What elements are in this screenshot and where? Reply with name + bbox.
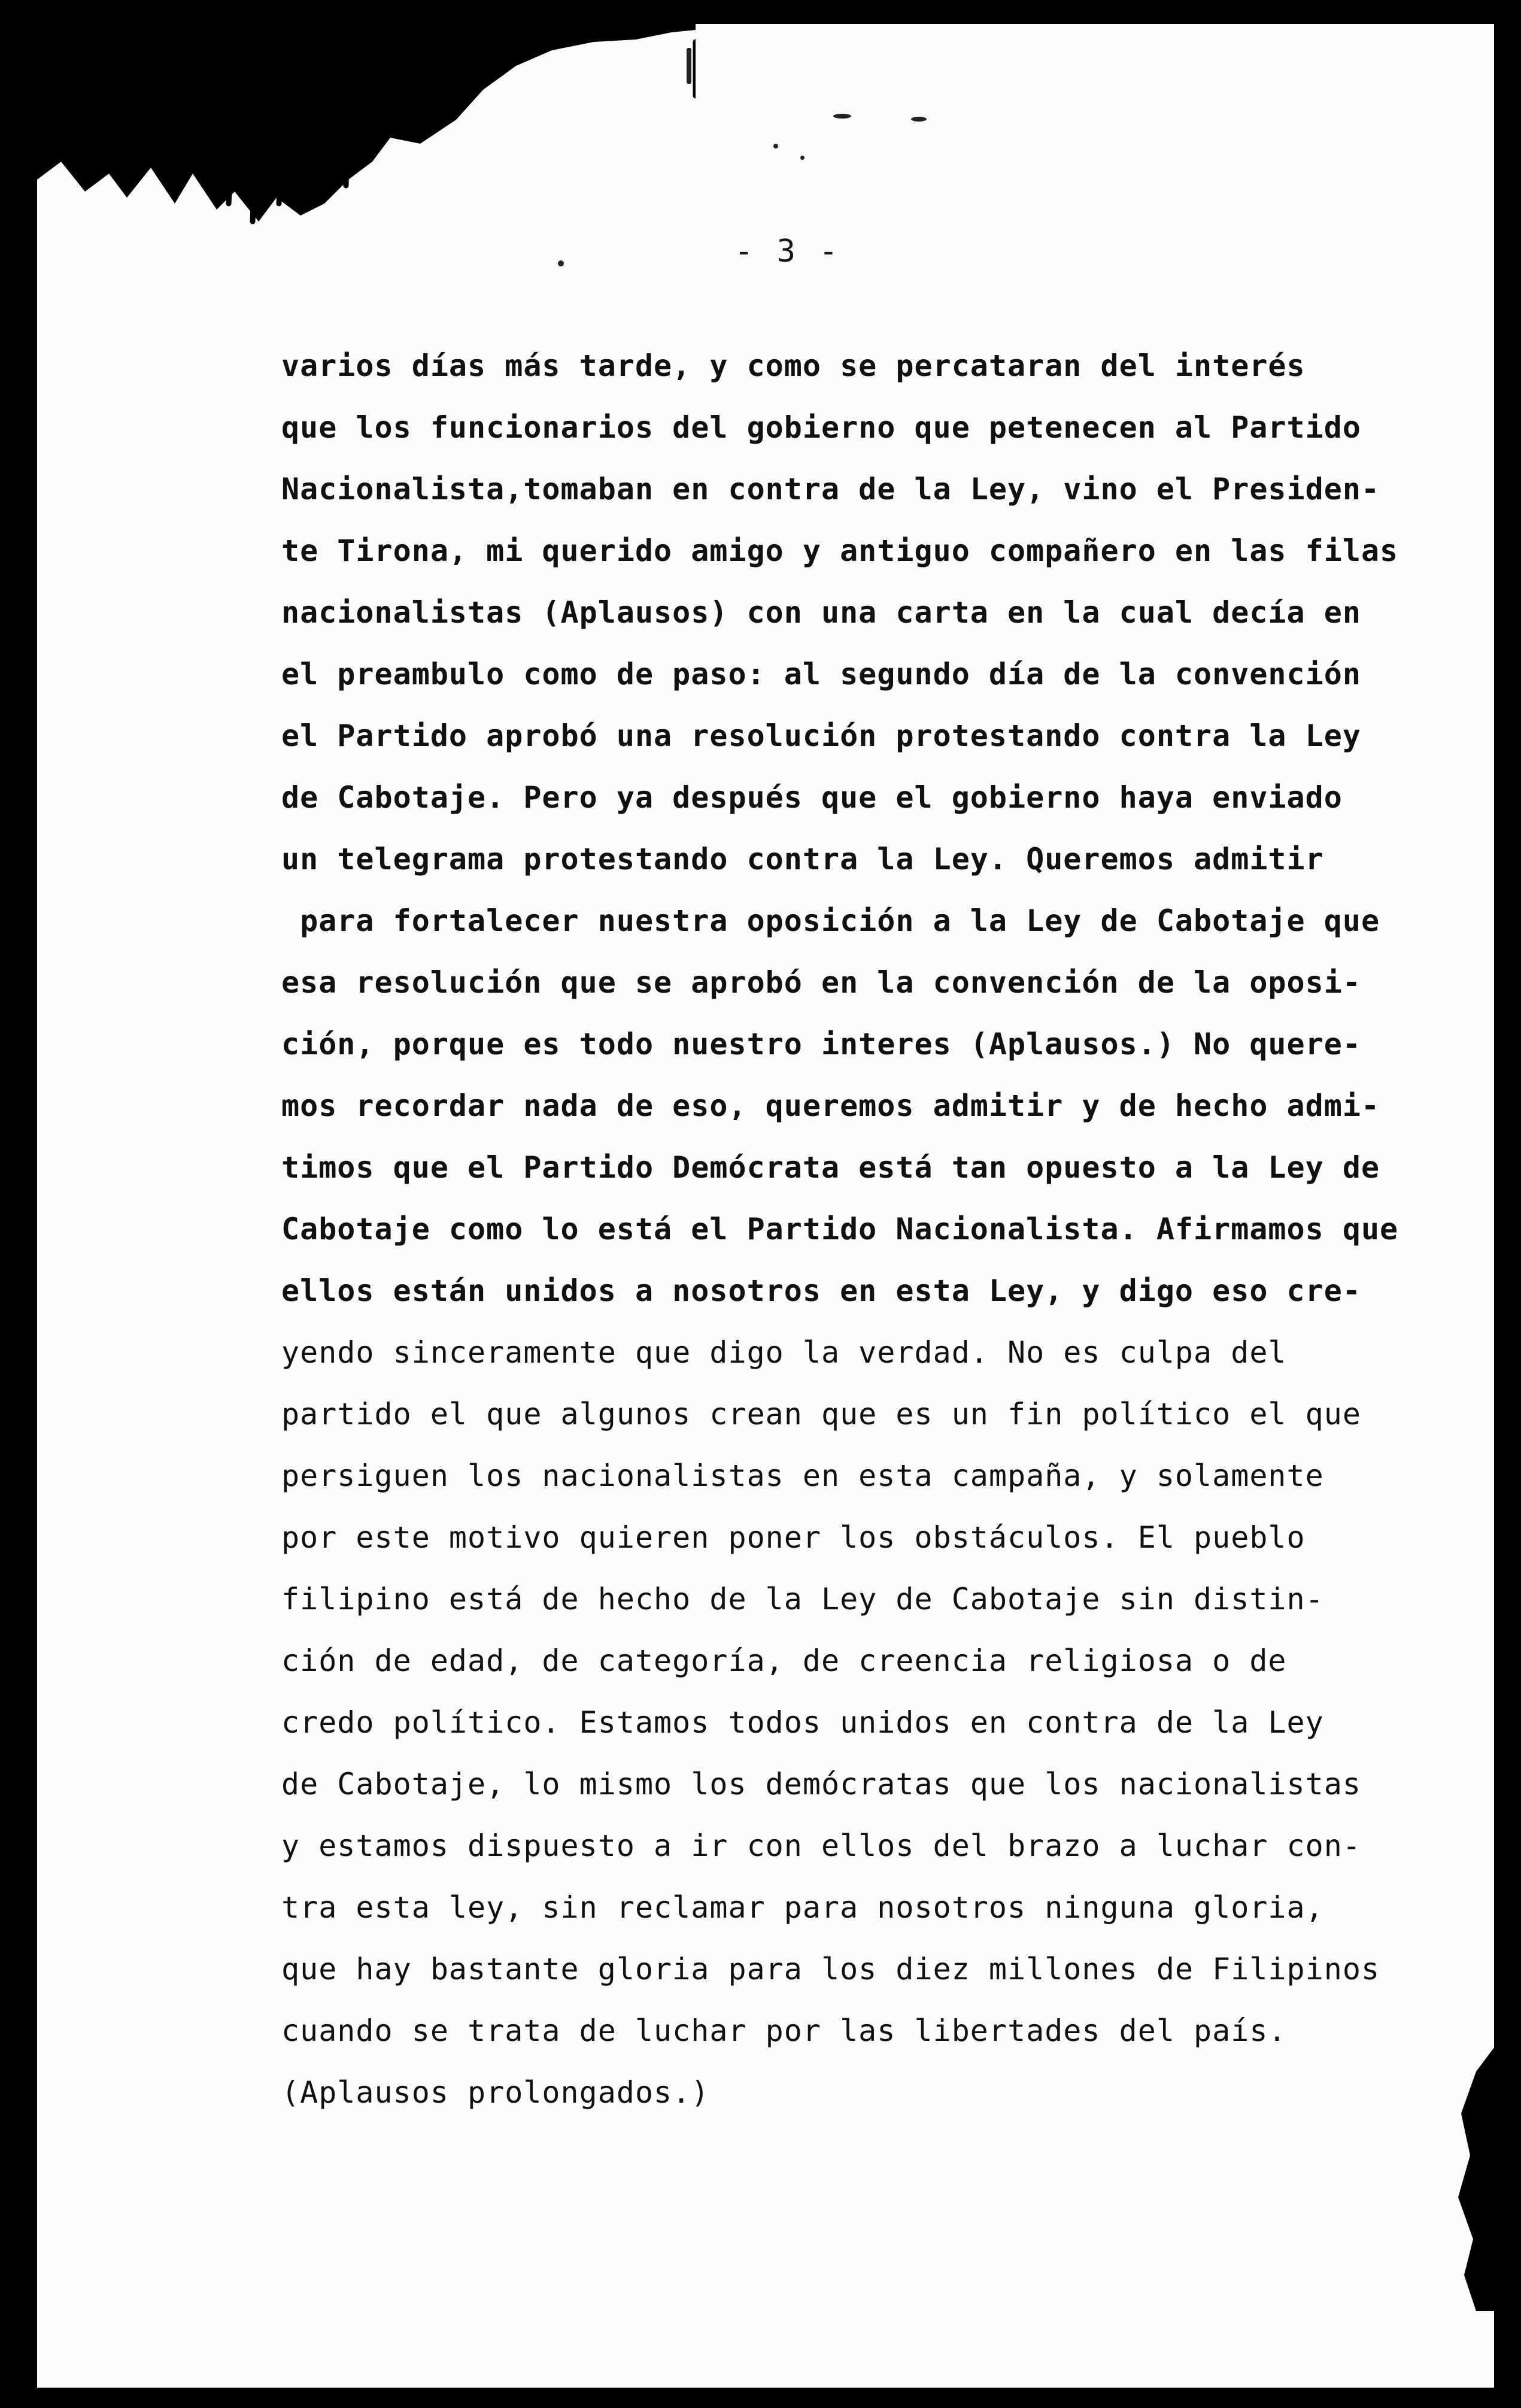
text-line: Cabotaje como lo está el Partido Nacionalista. Afirmamos que: [281, 1212, 1399, 1247]
ink-speck: [558, 260, 564, 266]
text-line: para fortalecer nuestra oposición a la Ley de Cabotaje que: [281, 903, 1380, 938]
page-number: - 3 -: [734, 233, 840, 269]
text-line: te Tirona, mi querido amigo y antiguo compañero en las filas: [281, 533, 1399, 568]
text-line: persiguen los nacionalistas en esta campaña, y solamente: [281, 1458, 1324, 1493]
text-line: un telegrama protestando contra la Ley. Queremos admitir: [281, 842, 1324, 877]
text-line: mos recordar nada de eso, queremos admitir y de hecho admi-: [281, 1088, 1380, 1123]
text-line: timos que el Partido Demócrata está tan opuesto a la Ley de: [281, 1150, 1380, 1185]
text-line: partido el que algunos crean que es un fin político el que: [281, 1397, 1361, 1432]
body-text: [281, 335, 1419, 2124]
edge-shadow: [1452, 2048, 1494, 2311]
text-line: de Cabotaje. Pero ya después que el gobierno haya enviado: [281, 780, 1343, 815]
text-line: yendo sinceramente que digo la verdad. No es culpa del: [281, 1335, 1287, 1370]
ink-speck: [687, 48, 691, 84]
text-line: varios días más tarde, y como se percataran del interés: [281, 348, 1306, 383]
text-line: ción, porque es todo nuestro interes (Aplausos.) No quere-: [281, 1027, 1361, 1062]
text-line: que los funcionarios del gobierno que petenecen al Partido: [281, 410, 1361, 445]
text-line: Nacionalista,tomaban en contra de la Ley, vino el Presiden-: [281, 472, 1380, 507]
text-line: ellos están unidos a nosotros en esta Ley, y digo eso cre-: [281, 1273, 1361, 1308]
text-line: cuando se trata de luchar por las libertades del país.: [281, 2013, 1287, 2048]
ink-speck: [800, 156, 804, 160]
text-line: de Cabotaje, lo mismo los demócratas que los nacionalistas: [281, 1767, 1361, 1802]
text-line: nacionalistas (Aplausos) con una carta en la cual decía en: [281, 595, 1361, 630]
ink-speck: [773, 144, 778, 148]
text-line: que hay bastante gloria para los diez millones de Filipinos: [281, 1952, 1380, 1987]
text-line: credo político. Estamos todos unidos en contra de la Ley: [281, 1705, 1324, 1740]
text-line: ción de edad, de categoría, de creencia religiosa o de: [281, 1643, 1287, 1678]
text-line: el preambulo como de paso: al segundo día de la convención: [281, 657, 1361, 692]
text-line: (Aplausos prolongados.): [281, 2075, 710, 2110]
text-line: y estamos dispuesto a ir con ellos del brazo a luchar con-: [281, 1828, 1361, 1863]
text-line: el Partido aprobó una resolución protestando contra la Ley: [281, 718, 1361, 753]
document-page: [37, 24, 1494, 2388]
text-line: por este motivo quieren poner los obstáculos. El pueblo: [281, 1520, 1306, 1555]
text-line: esa resolución que se aprobó en la convención de la oposi-: [281, 965, 1361, 1000]
text-line: tra esta ley, sin reclamar para nosotros ninguna gloria,: [281, 1890, 1324, 1925]
ink-speck: [833, 114, 851, 119]
torn-corner: [37, 24, 696, 275]
ink-speck: [911, 117, 927, 122]
text-line: filipino está de hecho de la Ley de Cabotaje sin distin-: [281, 1582, 1324, 1617]
